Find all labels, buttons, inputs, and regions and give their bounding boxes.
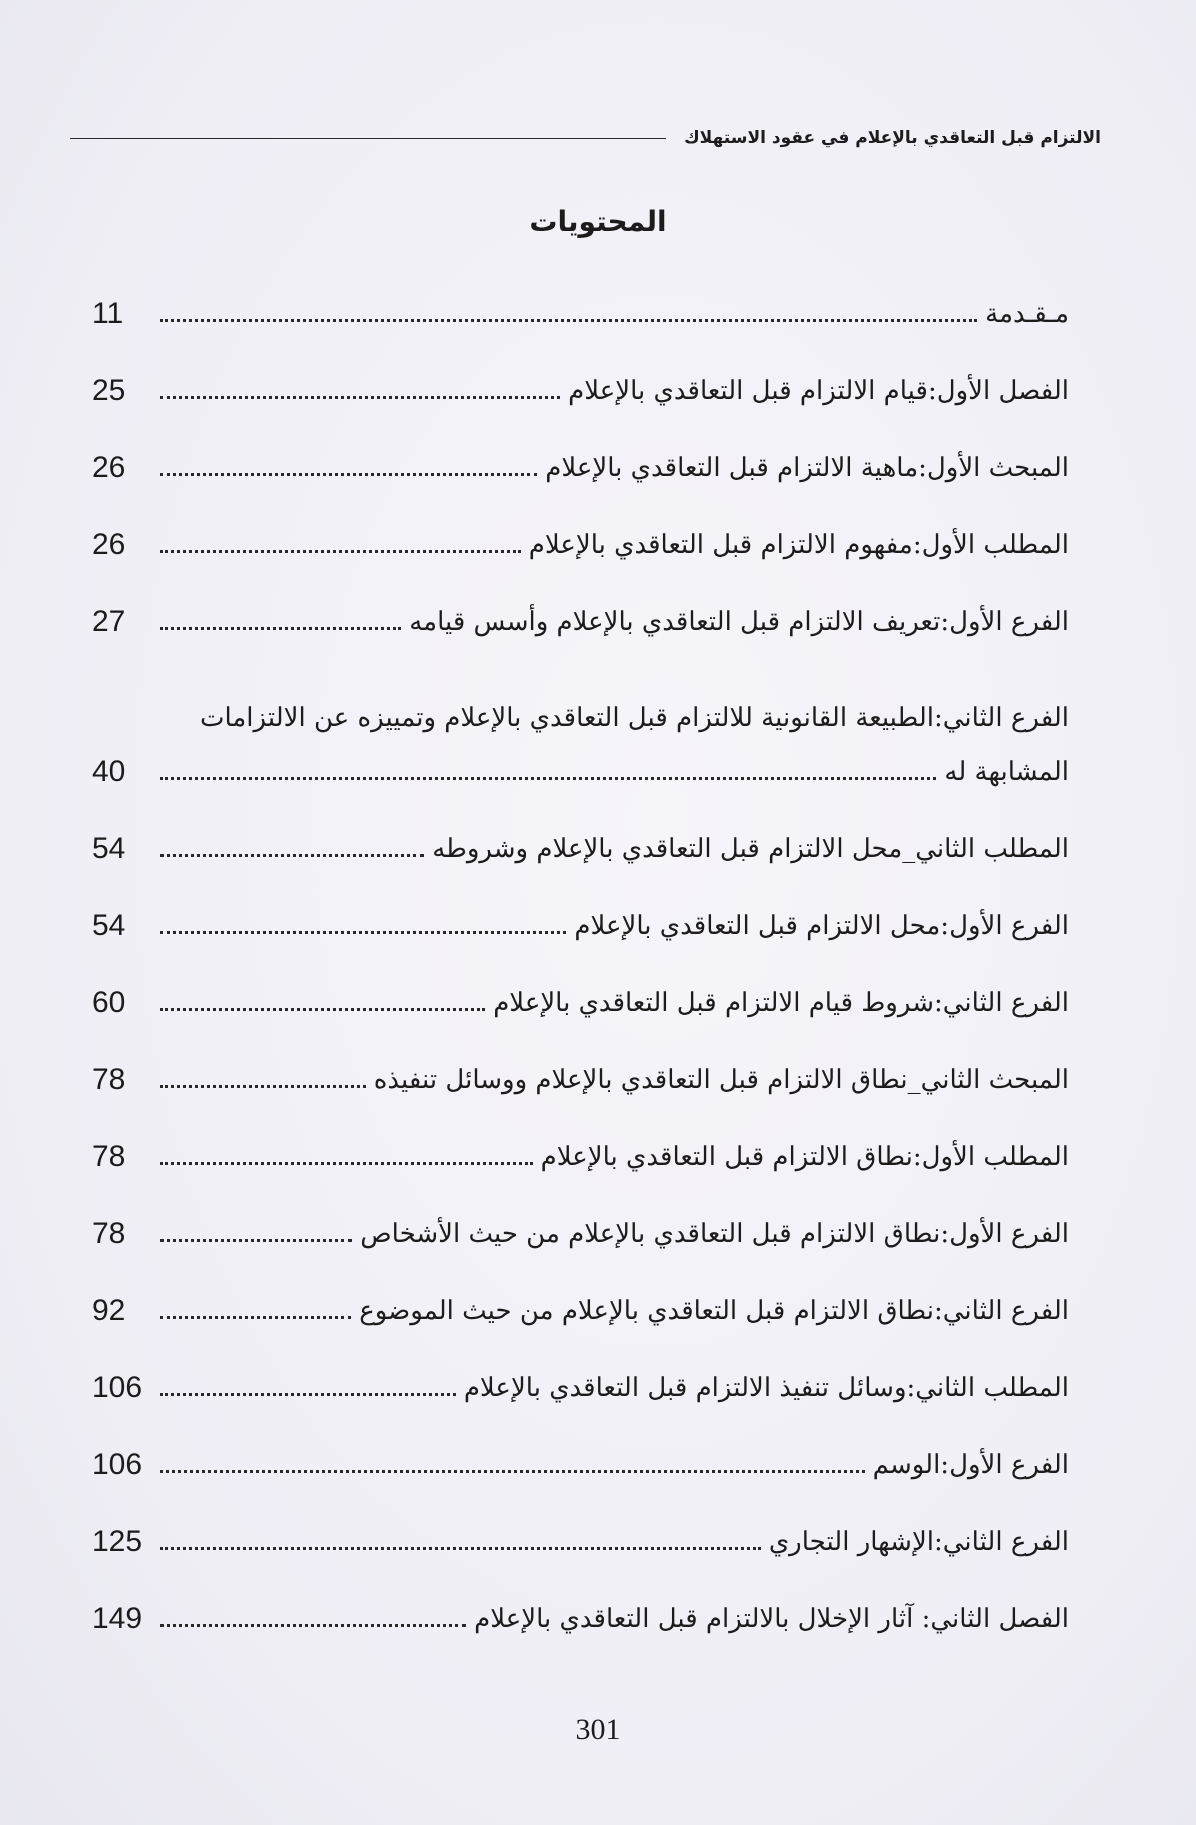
toc-entry-title: الفصل الثاني: آثار الإخلال بالالتزام قبل التعاقدي بالإعلام	[474, 1604, 1069, 1635]
dot-leader	[160, 1008, 485, 1011]
toc-entry-title: الفرع الأول:الوسم	[872, 1450, 1069, 1481]
dot-leader	[160, 777, 936, 780]
toc-entry-page: 92	[92, 1294, 126, 1327]
dot-leader	[160, 1239, 352, 1242]
toc-entry	[92, 1344, 1069, 1421]
dot-leader	[160, 319, 977, 322]
dot-leader	[160, 473, 537, 476]
dot-leader	[160, 854, 424, 857]
toc-entry	[92, 501, 1069, 578]
toc-entry-title: الفرع الثاني:الإشهار التجاري	[768, 1527, 1069, 1558]
dot-leader	[160, 1470, 865, 1473]
toc-entry-title: الفرع الأول:تعريف الالتزام قبل التعاقدي بالإعلام وأسس قيامه	[409, 607, 1069, 638]
toc-entry-title: المطلب الثاني:وسائل تنفيذ الالتزام قبل التعاقدي بالإعلام	[463, 1373, 1069, 1404]
toc-entry-page: 11	[92, 297, 124, 330]
toc-entry-page: 54	[92, 909, 126, 942]
dot-leader	[160, 1085, 366, 1088]
toc-entry	[92, 1190, 1069, 1267]
toc-entry-page: 125	[92, 1525, 143, 1558]
toc-entry-page: 26	[92, 528, 126, 561]
toc-entry-title: الفرع الأول:نطاق الالتزام قبل التعاقدي بالإعلام من حيث الأشخاص	[360, 1219, 1069, 1250]
toc-entry-page: 25	[92, 374, 126, 407]
dot-leader	[160, 1162, 533, 1165]
toc-entry-page: 149	[92, 1602, 143, 1635]
toc-entry-title: الفرع الثاني:شروط قيام الالتزام قبل التعاقدي بالإعلام	[493, 988, 1069, 1019]
toc-entry-page: 54	[92, 832, 126, 865]
toc-entry-page: 27	[92, 605, 126, 638]
toc-heading: المحتويات	[529, 205, 667, 238]
toc-entry-page: 40	[92, 755, 126, 788]
toc-entry-title: المطلب الثاني_محل الالتزام قبل التعاقدي بالإعلام وشروطه	[432, 834, 1069, 865]
toc-entry	[92, 1421, 1069, 1498]
toc-entry-title: المبحث الأول:ماهية الالتزام قبل التعاقدي بالإعلام	[545, 453, 1069, 484]
toc-entry-title: المطلب الأول:مفهوم الالتزام قبل التعاقدي بالإعلام	[528, 530, 1069, 561]
page-number: 301	[575, 1713, 621, 1746]
toc-entry-title: المبحث الثاني_نطاق الالتزام قبل التعاقدي بالإعلام ووسائل تنفيذه	[373, 1065, 1069, 1096]
toc-entry-title: مـقـدمة	[985, 299, 1069, 330]
toc-entry-page: 78	[92, 1140, 126, 1173]
toc-entry	[92, 578, 1069, 655]
running-header	[70, 118, 1101, 158]
toc-entry	[92, 882, 1069, 959]
toc-entry-page: 106	[92, 1448, 143, 1481]
running-header-title: الالتزام قبل التعاقدي بالإعلام في عقود الاستهلاك	[684, 128, 1101, 148]
dot-leader	[160, 550, 521, 553]
dot-leader	[160, 1316, 351, 1319]
toc-entry	[92, 805, 1069, 882]
toc-entry-title: الفصل الأول:قيام الالتزام قبل التعاقدي بالإعلام	[568, 376, 1069, 407]
toc-entry-page: 60	[92, 986, 126, 1019]
header-rule	[70, 138, 666, 139]
toc-entry	[92, 655, 1069, 805]
toc-entry	[92, 1498, 1069, 1575]
toc-entry-title: الفرع الثاني:نطاق الالتزام قبل التعاقدي بالإعلام من حيث الموضوع	[359, 1296, 1069, 1327]
dot-leader	[160, 396, 560, 399]
dot-leader	[160, 1547, 761, 1550]
toc-entry-page: 106	[92, 1371, 143, 1404]
toc-entry-title-line2: المشابهة له	[944, 757, 1069, 788]
dot-leader	[160, 931, 566, 934]
table-of-contents	[92, 270, 1069, 1652]
toc-entry-title: المطلب الأول:نطاق الالتزام قبل التعاقدي بالإعلام	[540, 1142, 1069, 1173]
toc-entry-page: 26	[92, 451, 126, 484]
toc-entry	[92, 347, 1069, 424]
toc-entry	[92, 270, 1069, 347]
dot-leader	[160, 1393, 456, 1396]
toc-entry	[92, 424, 1069, 501]
toc-entry-page: 78	[92, 1063, 126, 1096]
toc-entry	[92, 1267, 1069, 1344]
toc-entry-title: الفرع الأول:محل الالتزام قبل التعاقدي بالإعلام	[574, 911, 1069, 942]
toc-entry	[92, 1575, 1069, 1652]
toc-entry	[92, 959, 1069, 1036]
toc-entry	[92, 1113, 1069, 1190]
dot-leader	[160, 627, 401, 630]
toc-entry-page: 78	[92, 1217, 126, 1250]
dot-leader	[160, 1624, 466, 1627]
toc-entry-second-line	[92, 757, 1069, 787]
toc-entry	[92, 1036, 1069, 1113]
toc-entry-title-line1: الفرع الثاني:الطبيعة القانونية للالتزام قبل التعاقدي بالإعلام وتمييزه عن الالتزامات	[199, 703, 1069, 733]
